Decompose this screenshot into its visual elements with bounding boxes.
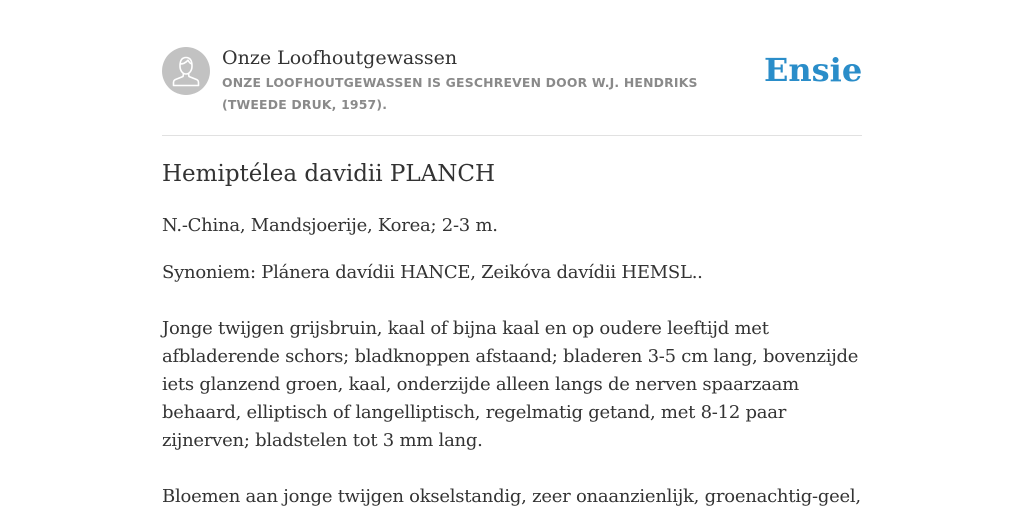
book-title[interactable]: Onze Loofhoutgewassen: [222, 47, 458, 69]
user-icon: [162, 47, 210, 95]
entry-content: [162, 158, 867, 511]
entry-description: Jonge twijgen grijsbruin, kaal of bijna kaal en op oudere leeftijd met afbladerende schors; bladknoppen afstaand; bladeren 3-5 cm lang, bovenzijde iets glanzend groen, kaal, onderzijde alleen langs de nerven spaarzaam behaard, elliptisch of langelliptisch, regelmatig getand, met 8-12 paar zijnerven; bladstelen tot 3 mm lang.: [162, 318, 859, 451]
book-header: [162, 46, 862, 136]
avatar[interactable]: [162, 47, 210, 95]
book-description: ONZE LOOFHOUTGEWASSEN IS GESCHREVEN DOOR W.J. HENDRIKS (TWEEDE DRUK, 1957).: [222, 75, 698, 112]
entry-flowers: Bloemen aan jonge twijgen okselstandig, zeer onaanzienlijk, groenachtig-geel,: [162, 486, 861, 507]
entry-region: N.-China, Mandsjoerije, Korea; 2-3 m.: [162, 215, 498, 236]
entry-title: Hemiptélea davidii PLANCH: [162, 161, 496, 187]
header-divider: [162, 135, 862, 136]
ensie-logo[interactable]: Ensie: [764, 51, 863, 89]
entry-synonyms: Synoniem: Plánera davídii HANCE, Zeikóva davídii HEMSL..: [162, 262, 703, 283]
